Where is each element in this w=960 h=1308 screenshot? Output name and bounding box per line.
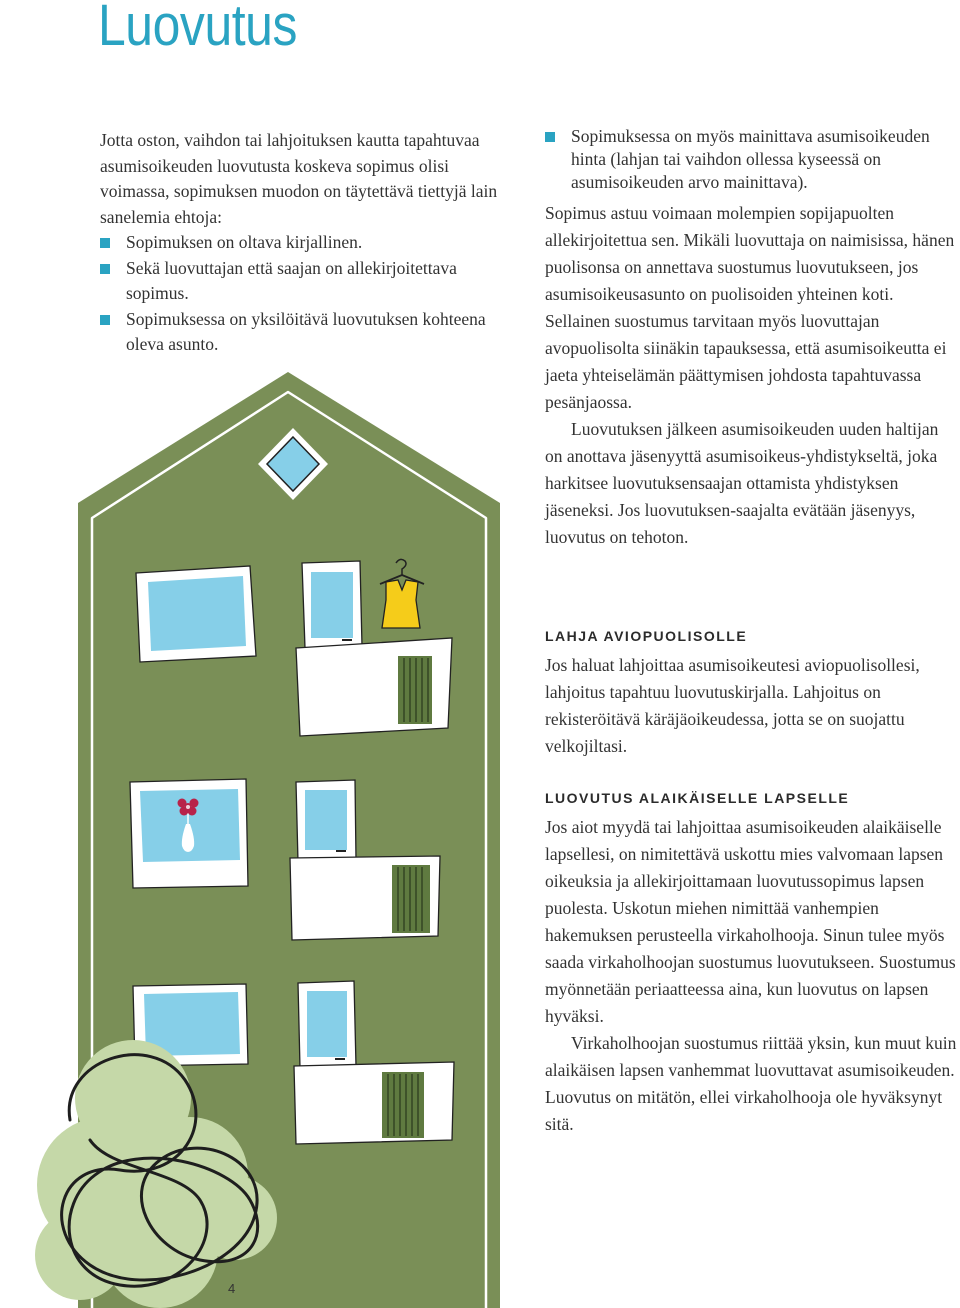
left-column [100, 128, 520, 358]
list-item-text: Sopimuksessa on yksilöitävä luovutuksen kohteena oleva asunto. [126, 308, 486, 354]
page-title: Luovutus [98, 0, 298, 58]
section-minor [545, 788, 960, 1138]
window-flower [130, 779, 248, 888]
paragraph: Sopimus astuu voimaan molempien sopijapuolten allekirjoitettua sen. Mikäli luovuttaja on naimisissa, hänen puolisonsa on annettava suostumus luovutukseen, jos asumisoikeusasunto on puolisoiden yhteinen koti. Sellainen suostumus tarvitaan myös luovuttajan avopuolisolta siinäkin tapauksessa, että asumisoikeutta ei jaeta yhteiselämän päättymisen johdosta tapahtuvassa pesänjaossa. [545, 203, 955, 412]
list-item [545, 125, 960, 194]
section-heading: LUOVUTUS ALAIKÄISELLE LAPSELLE [545, 790, 850, 806]
bullet-square-icon [545, 132, 555, 142]
right-column [545, 125, 960, 551]
requirements-list [100, 230, 520, 358]
window-left-top [136, 566, 256, 662]
list-item [100, 307, 520, 358]
intro-paragraph: Jotta oston, vaihdon tai lahjoituksen kautta tapahtuvaa asumisoikeuden luovutusta koskeva sopimus olisi voimassa, sopimuksen muodon on täytettävä tiettyjä lain sanelemia ehtoja: [100, 130, 498, 227]
paragraph: Jos haluat lahjoittaa asumisoikeutesi aviopuolisollesi, lahjoitus tapahtuu luovutuskirjalla. Lahjoitus on rekisteröitävä käräjäoikeudessa, jotta se on suojattu velkojiltasi. [545, 655, 920, 756]
page-number: 4 [228, 1281, 236, 1296]
list-item-text: Sopimuksessa on myös mainittava asumisoikeuden hinta (lahjan tai vaihdon ollessa kyseessä on asumisoikeuden arvo mainittava). [571, 126, 930, 192]
list-item [100, 230, 520, 256]
list-item-text: Sopimuksen on oltava kirjallinen. [126, 232, 363, 252]
bullet-square-icon [100, 264, 110, 274]
list-item-text: Sekä luovuttajan että saajan on allekirjoitettava sopimus. [126, 257, 457, 303]
paragraph: Jos aiot myydä tai lahjoittaa asumisoikeuden alaikäiselle lapsellesi, on nimitettävä uskottu mies valvomaan lapsen oikeuksia ja allekirjoittamaan luovutussopimus lapsen puolesta. Uskotun miehen nimittää vanhempien hakemuksen perusteella virkaholhooja. Sinun tulee myös saada virkaholhoojan suostumus luovutukseen. Suostumus myönnetään periaatteessa aina, kun luovutus on lapsen hyväksi. [545, 817, 956, 1026]
list-item [100, 256, 520, 307]
paragraph: Virkaholhoojan suostumus riittää yksin, kun muut kuin alaikäisen lapsen vanhemmat luovuttavat asumisoikeuden. Luovutus on mitätön, ellei virkaholhooja ole hyväksynyt sitä. [545, 1033, 957, 1134]
paragraph: Luovutuksen jälkeen asumisoikeuden uuden haltijan on anottava jäsenyyttä asumisoikeus-yhdistykseltä, joka harkitsee luovutuksensaajan ottamista yhdistyksen jäseneksi. Jos luovutuksen-saajalta evätään jäsenyys, luovutus on tehoton. [545, 419, 939, 547]
section-heading: LAHJA AVIOPUOLISOLLE [545, 628, 748, 644]
section-spouse [545, 626, 960, 760]
requirements-list-continued [545, 125, 960, 194]
bullet-square-icon [100, 315, 110, 325]
bullet-square-icon [100, 238, 110, 248]
